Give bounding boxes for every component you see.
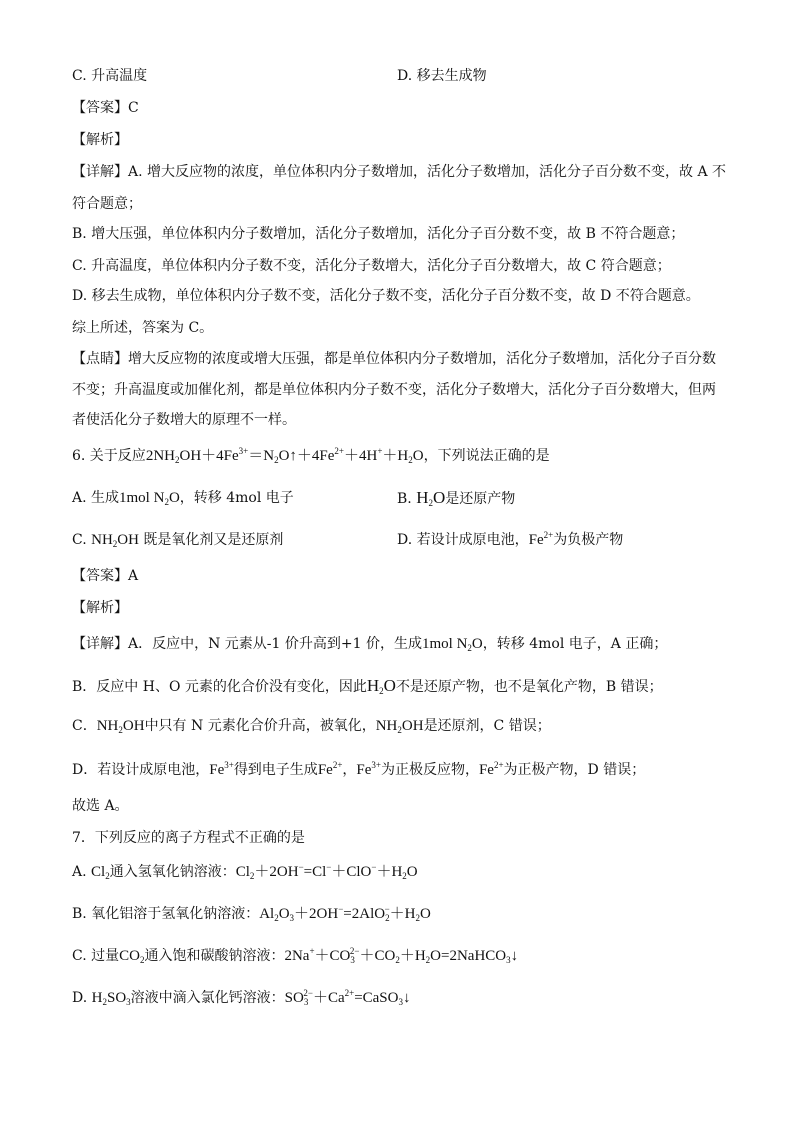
q5-option-c: C. 升高温度 (72, 68, 148, 84)
q6-option-c: C. $NH_2OH$ 既是氧化剂又是还原剂 (72, 532, 284, 549)
answer-value: A (128, 568, 139, 584)
detail-tag: 【详解】 (72, 164, 128, 180)
q5-option-d: D. 移去生成物 (397, 68, 487, 84)
q5-detail-line-2: 符合题意； (72, 196, 142, 212)
q5-detail-line-5: D. 移去生成物，单位体积内分子数不变，活化分子数不变，活化分子百分数不变，故 D 不符合题意。 (72, 288, 700, 304)
q7-option-d: D. $H_2SO_3$溶液中滴入氯化钙溶液：$SO_3^{2-}+Ca^{2+}=CaSO_3↓$ (72, 988, 411, 1007)
q5-detail-line-1: 【详解】A. 增大反应物的浓度，单位体积内分子数增加，活化分子数增加，活化分子百分数不变，故 A 不 (72, 164, 727, 180)
q6-stem: 6. 关于反应$2NH_2OH+4Fe^{3+}=N_2O↑+4Fe^{2+}+4H^++H_2O$，下列说法正确的是 (72, 446, 550, 465)
q6-detail-d: D．若设计成原电池，$Fe^{3+}$得到电子生成$Fe^{2+}$，$Fe^{3+}$为正极反应物，$Fe^{2+}$为正极产物，D 错误； (72, 760, 646, 778)
q6-analysis-tag: 【解析】 (72, 600, 128, 616)
q6-option-a: A. 生成1mol $N_2O$，转移 4mol 电子 (72, 490, 294, 507)
answer-value: C (128, 100, 139, 116)
answer-tag: 【答案】 (72, 568, 128, 584)
q6-detail-end: 故选 A。 (72, 798, 129, 814)
q6-answer-line (72, 566, 138, 586)
answer-tag: 【答案】 (72, 100, 128, 116)
q6-detail-a: 【详解】A．反应中，N 元素从-1 价升高到+1 价，生成1mol $N_2O$，转移 4mol 电子，A 正确； (72, 636, 668, 653)
q5-answer-line (72, 98, 139, 118)
q5-detail-line-4: C. 升高温度，单位体积内分子数不变，活化分子数增大，活化分子百分数增大，故 C 符合题意； (72, 258, 671, 274)
detail-tag: 【详解】 (72, 636, 128, 652)
q7-option-b: B. 氧化铝溶于氢氧化钠溶液：$Al_2O_3+2OH^-=2AlO_2^-+H_2O$ (72, 904, 431, 923)
q5-note-line-1: 【点睛】增大反应物的浓度或增大压强，都是单位体积内分子数增加，活化分子数增加，活化分子百分数 (72, 351, 716, 367)
q6-option-b: B. $H_2O$是还原产物 (397, 488, 516, 508)
q6-equation: $2NH_2OH+4Fe^{3+}=N_2O↑+4Fe^{2+}+4H^++H_2O$ (145, 446, 424, 465)
q6-option-d: D. 若设计成原电池，$Fe^{2+}$为负极产物 (397, 530, 624, 548)
q7-option-a: A. $Cl_2$通入氢氧化钠溶液：$Cl_2+2OH^-=Cl^-+ClO^-+H_2O$ (72, 862, 418, 881)
q5-note-line-2: 不变；升高温度或加催化剂，都是单位体积内分子数不变，活化分子数增大，活化分子百分数增大，但两 (72, 382, 716, 398)
q5-detail-line-3: B. 增大压强，单位体积内分子数增加，活化分子数增加，活化分子百分数不变，故 B 不符合题意； (72, 226, 685, 242)
q6-detail-b: B．反应中 H、O 元素的化合价没有变化，因此$H_2O$不是还原产物，也不是氧化产物，B 错误； (72, 676, 663, 696)
note-tag: 【点睛】 (72, 351, 128, 367)
q6-detail-c: C．$NH_2OH$中只有 N 元素化合价升高，被氧化，$NH_2OH$是还原剂，C 错误； (72, 718, 551, 735)
q5-analysis-tag: 【解析】 (72, 132, 128, 148)
q5-note-line-3: 者使活化分子数增大的原理不一样。 (72, 412, 296, 428)
q7-option-c: C. 过量$CO_2$通入饱和碳酸钠溶液：$2Na^++CO_3^{2-}+CO_2+H_2O=2NaHCO_3↓$ (72, 946, 519, 965)
q7-stem: 7．下列反应的离子方程式不正确的是 (72, 830, 305, 846)
q5-detail-line-6: 综上所述，答案为 C。 (72, 320, 214, 336)
